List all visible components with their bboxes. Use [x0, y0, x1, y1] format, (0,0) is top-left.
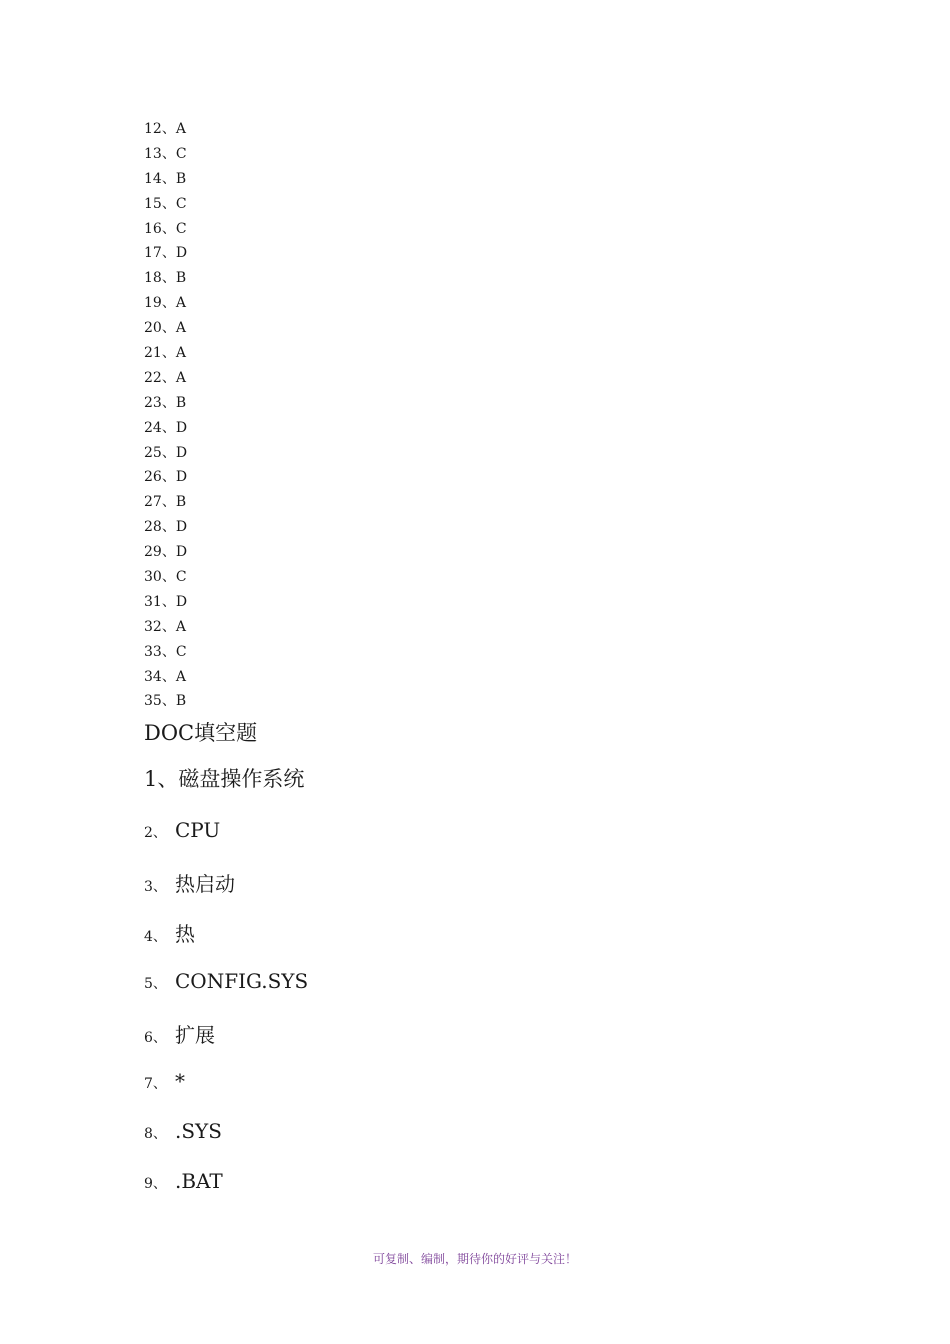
answer-line: 13、C: [144, 145, 187, 162]
section-title: DOC填空题: [144, 721, 258, 745]
answer-line: 22、A: [144, 369, 186, 386]
fill-answer-text: 扩展: [175, 1023, 215, 1047]
fill-answer-text: CONFIG.SYS: [175, 969, 309, 993]
fill-answer-text: .BAT: [175, 1169, 223, 1193]
answer-line: 16、C: [144, 220, 187, 237]
fill-answer-number: 9、: [144, 1176, 167, 1192]
fill-answer-number: 8、: [144, 1126, 167, 1142]
answer-line: 32、A: [144, 618, 186, 635]
fill-answer-number: 6、: [144, 1030, 167, 1046]
answer-line: 25、D: [144, 444, 188, 461]
fill-answer-line: [144, 1019, 215, 1048]
choice-answer-list: [144, 117, 187, 714]
fill-answer-number: 3、: [144, 879, 167, 895]
fill-answer-line: [144, 868, 235, 897]
answer-line: 17、D: [144, 245, 188, 262]
fill-answer-1: 1、磁盘操作系统: [144, 767, 305, 791]
fill-answer-line: [144, 818, 220, 842]
fill-answer-line: [144, 1119, 222, 1143]
fill-answer-number: 4、: [144, 929, 167, 945]
footer-note: 可复制、编制，期待你的好评与关注！: [372, 1252, 577, 1266]
answer-line: 21、A: [144, 345, 186, 362]
answer-line: 29、D: [144, 544, 188, 561]
fill-answer-text: *: [175, 1069, 185, 1093]
answer-line: 33、C: [144, 643, 187, 660]
answer-line: 15、C: [144, 195, 187, 212]
answer-line: 24、D: [144, 419, 188, 436]
answer-line: 34、A: [144, 668, 186, 685]
fill-answer-line: [144, 969, 308, 993]
answer-line: 27、B: [144, 494, 187, 511]
answer-line: 12、A: [144, 121, 186, 137]
answer-line: 31、D: [144, 593, 188, 610]
fill-answer-number: 2、: [144, 825, 167, 841]
answer-line: 19、A: [144, 295, 186, 312]
fill-answer-line: [144, 1169, 223, 1193]
answer-line: 30、C: [144, 569, 187, 586]
answer-line: 35、B: [144, 693, 187, 710]
fill-answer-text: CPU: [175, 818, 221, 842]
answer-line: 26、D: [144, 469, 188, 486]
fill-answer-line: [144, 918, 195, 947]
fill-answer-text: 热启动: [175, 872, 235, 896]
answer-line: 14、B: [144, 170, 187, 187]
fill-answer-number: 7、: [144, 1076, 167, 1092]
fill-answer-text: .SYS: [175, 1119, 222, 1143]
answer-line: 28、D: [144, 519, 188, 536]
answer-line: 18、B: [144, 270, 187, 287]
fill-answer-number: 5、: [144, 976, 167, 992]
answer-line: 20、A: [144, 320, 186, 337]
fill-answer-text: 热: [175, 922, 195, 946]
fill-answer-line: [144, 1069, 185, 1093]
answer-line: 23、B: [144, 394, 187, 411]
